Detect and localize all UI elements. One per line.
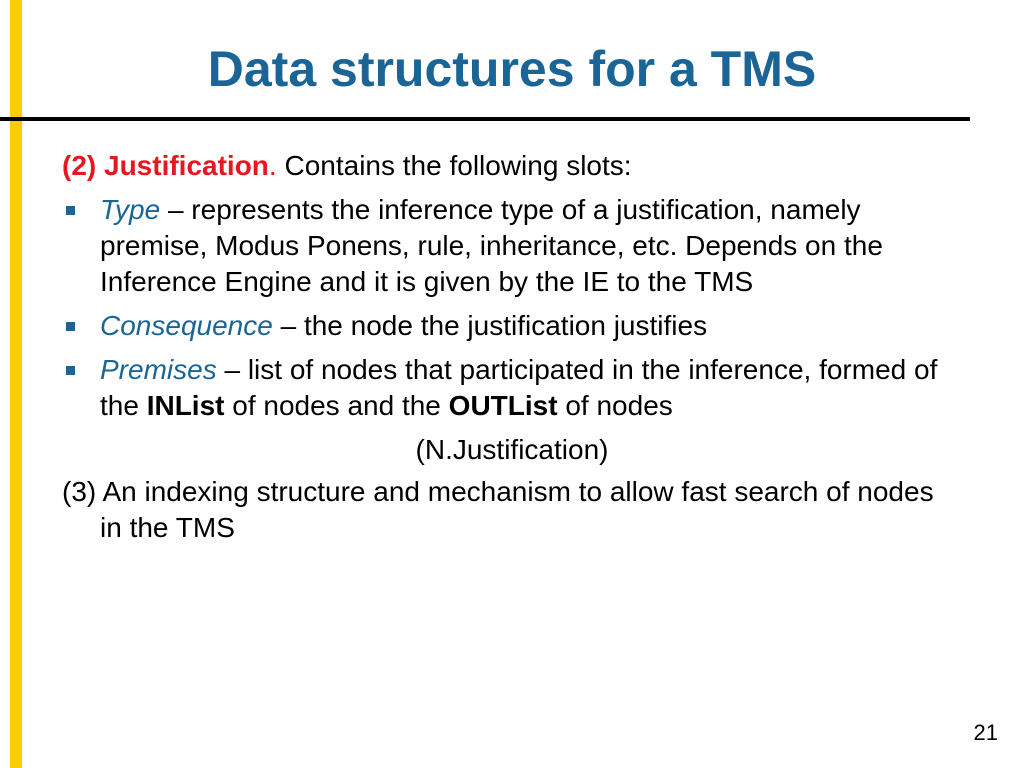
bullet-consequence <box>62 308 962 344</box>
slide-title: Data structures for a TMS <box>207 41 817 97</box>
justification-intro <box>62 148 962 184</box>
justification-label: (2) Justification <box>62 150 269 181</box>
justification-intro-text: Contains the following slots: <box>276 150 632 181</box>
bullet-term-type: Type <box>100 194 161 225</box>
bullet-text-premises-c: of nodes <box>557 390 673 421</box>
slide-body <box>62 148 962 552</box>
justification-note: (N.Justification) <box>415 434 609 465</box>
bullet-premises <box>62 352 962 424</box>
bullet-term-consequence: Consequence <box>100 310 273 341</box>
bullet-text-consequence: – the node the justification justifies <box>272 310 708 341</box>
bullet-text-premises-a: – list of nodes that participated in the inference, formed of the <box>100 354 938 421</box>
title-divider <box>0 117 970 121</box>
square-bullet-icon <box>66 366 75 375</box>
item-three: (3) An indexing structure and mechanism to allow fast search of nodes in the TMS <box>62 476 934 543</box>
inlist-term: INList <box>146 390 225 421</box>
bullet-type <box>62 192 962 300</box>
justification-dot: . <box>268 150 277 181</box>
outlist-term: OUTList <box>448 390 558 421</box>
page-number: 21 <box>973 720 998 745</box>
left-accent-bar <box>10 0 22 768</box>
square-bullet-icon <box>66 206 75 215</box>
bullet-text-premises-b: of nodes and the <box>224 390 449 421</box>
square-bullet-icon <box>66 322 75 331</box>
bullet-term-premises: Premises <box>100 354 217 385</box>
bullet-text-type: – represents the inference type of a justification, namely premise, Modus Ponens, rule, inheritance, etc. Depends on the Inference Engine and it is given by the IE to the TMS <box>100 194 883 297</box>
